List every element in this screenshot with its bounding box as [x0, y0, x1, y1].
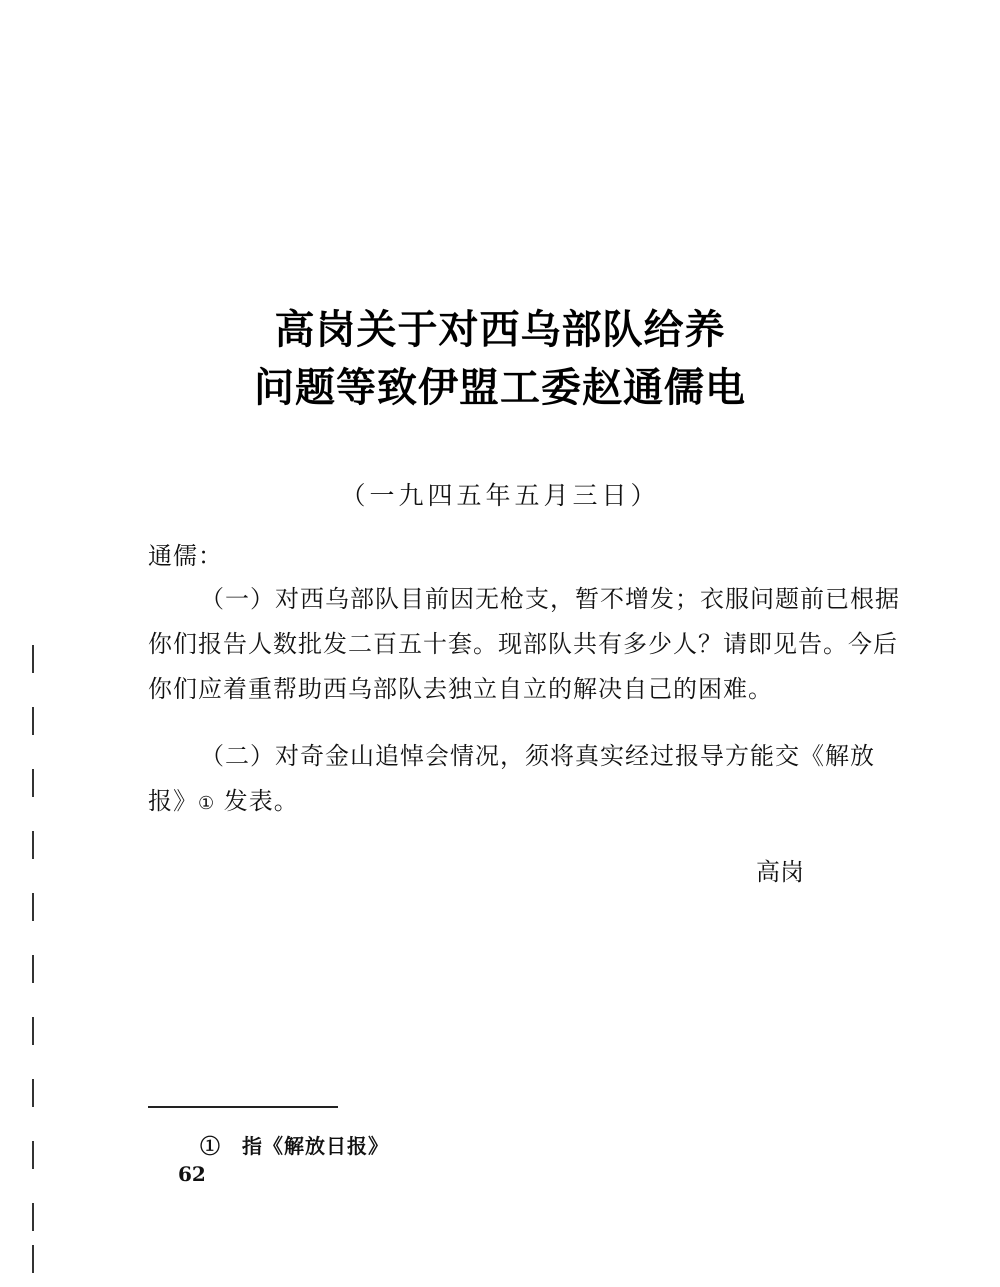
footnote-marker: ① [198, 793, 216, 814]
footnote-divider [148, 1106, 338, 1108]
paragraph-2-ending: 发表。 [215, 787, 299, 815]
paragraph-2 [148, 734, 908, 826]
document-title-line-2: 问题等致伊盟工委赵通儒电 [254, 365, 746, 411]
signature: 高岗 [756, 858, 804, 886]
salutation: 通儒： [148, 542, 223, 570]
paragraph-2-text: （二）对奇金山追悼会情况，须将真实经过报导方能交《解放报》 [148, 742, 875, 815]
page-number: 62 [178, 1162, 206, 1186]
paragraph-1: （一）对西乌部队目前因无枪支，暂不增发；衣服问题前已根据你们报告人数批发二百五十套。现部队共有多少人？请即见告。今后你们应着重帮助西乌部队去独立自立的解决自己的困难。 [148, 585, 900, 703]
binding-margin-marks [32, 645, 36, 1285]
footnote: ① 指《解放日报》 [200, 1134, 389, 1158]
document-date: （一九四五年五月三日） [340, 481, 660, 510]
document-title-line-1: 高岗关于对西乌部队给养 [274, 307, 726, 353]
